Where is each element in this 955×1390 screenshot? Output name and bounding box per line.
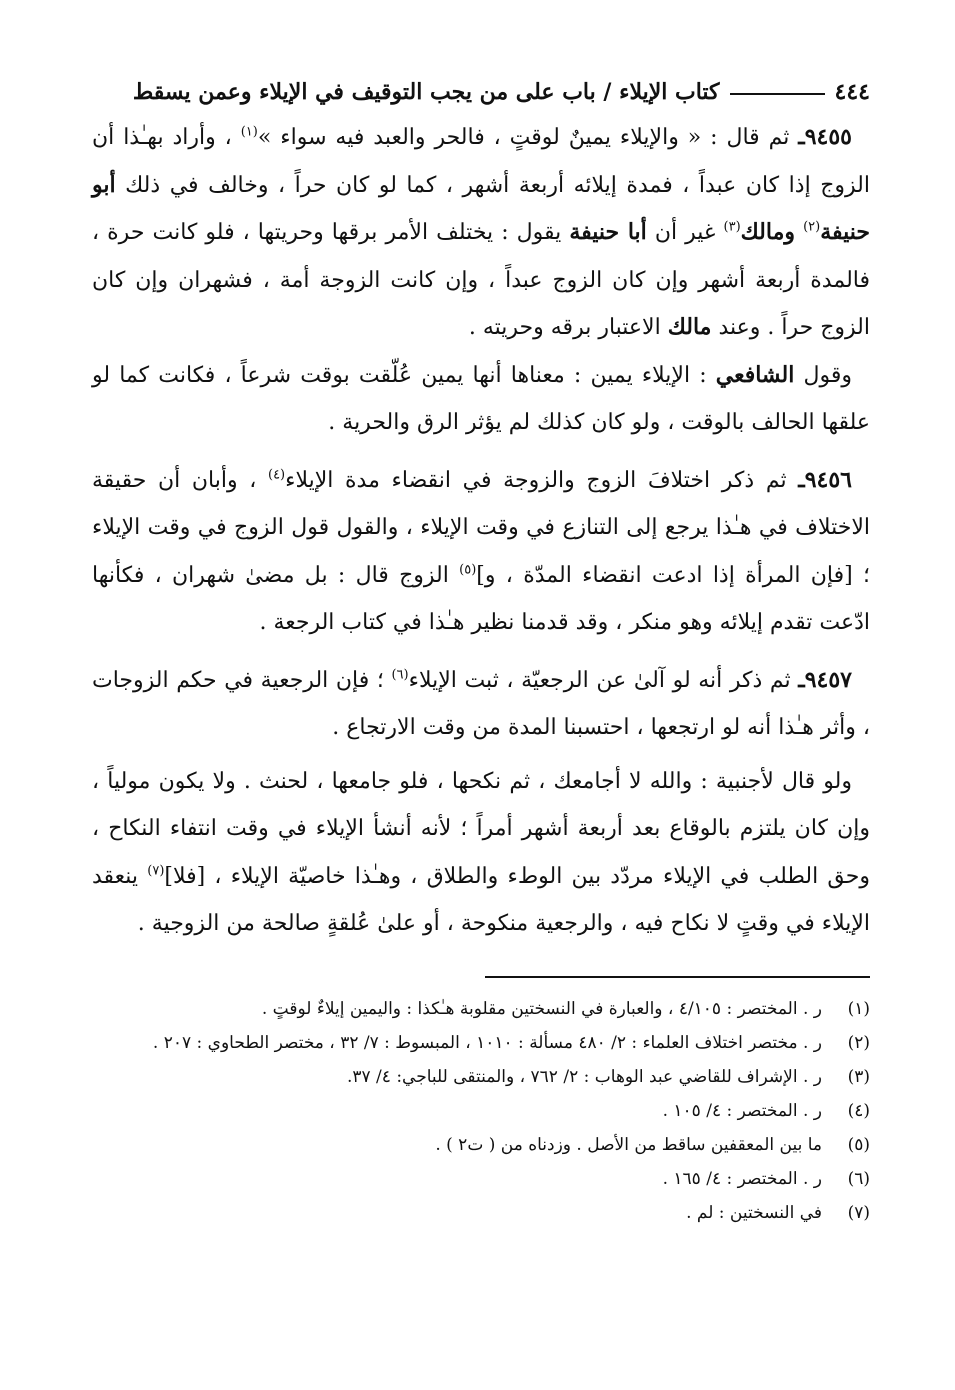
footnote-number: (٢): [847, 1032, 870, 1053]
scholar-name: أبو حنيفة: [92, 171, 871, 245]
footnote-number: (٥): [847, 1134, 870, 1155]
book-page: [92, 70, 870, 1370]
footnote-ref[interactable]: (٢): [803, 219, 821, 235]
scholar-name: الشافعي: [715, 361, 795, 388]
footnote-number: (٤): [847, 1100, 870, 1121]
page-number: ٤٤٤: [834, 79, 870, 105]
main-text: [92, 114, 870, 948]
text-run: يقول : يختلف الأمر برقها وحريتها ، فلو كانت حرة ، فالمدة أربعة أشهر وإن كان الزوج عبداً ، وإن كانت الزوجة أمة ، فشهران وإن كان الزوج حراً . وعند: [92, 220, 870, 340]
header-title: كتاب الإيلاء / باب على من يجب التوقيف في الإيلاء وعمن يسقط: [132, 79, 720, 105]
paragraph-9457: [92, 657, 870, 752]
paragraph-number: ٩٤٥٥ـ: [798, 124, 852, 150]
footnote-ref[interactable]: (٧): [147, 863, 165, 879]
footnote-number: (٧): [847, 1202, 870, 1223]
footnote-number: (١): [847, 998, 870, 1019]
text-run: ، وأراد بهـٰذا أن الزوج إذا كان عبداً ، فمدة إيلائه أربعة أشهر ، كما لو كان حراً ، وخالف في ذلك: [92, 125, 870, 198]
text-run: ولو قال لأجنبية : والله لا أجامعك ، ثم نكحها ، فلو جامعها ، لحنث . ولا يكون مولياً ، وإن كان يلتزم بالوقاع بعد أربعة أشهر أمراً ؛ لأنه أنشأ الإيلاء في وقت انتفاء النكاح ، وحق الطلب في الإيلاء مردّد بين الوطء والطلاق ، وهـٰذا خاصيّة الإيلاء ، [فلا]: [92, 768, 871, 889]
footnote: [92, 1128, 870, 1162]
footnote-separator: [485, 976, 870, 978]
text-run: ثم ذكر اختلافَ الزوج والزوجة في انقضاء مدة الإيلاء: [285, 467, 799, 493]
footnote: [92, 1196, 870, 1230]
text-run: ، وأبان أن حقيقة الاختلاف في هـٰذا يرجع إلى التنازع في وقت الإيلاء ، والقول قول الزوج في وقت الإيلاء ؛ [فإن المرأة إذا ادعت انقضاء المدّة ، و]: [92, 467, 870, 588]
scholar-name: مالك: [667, 314, 712, 340]
footnote-number: (٦): [847, 1168, 870, 1189]
footnote-ref[interactable]: (٤): [267, 467, 286, 483]
footnote: [92, 1094, 870, 1128]
footnote-text: ر . مختصر اختلاف العلماء : ٢/ ٤٨٠ مسألة : ١٠١٠ ، المبسوط : ٧/ ٣٢ ، مختصر الطحاوي : ٢٠٧ .: [152, 1032, 822, 1053]
footnote: [92, 1060, 870, 1094]
text-run: [795, 220, 803, 245]
paragraph-number: ٩٤٥٦ـ: [798, 466, 852, 493]
footnote-text: ما بين المعقفين ساقط من الأصل . وزدناه من ( ت٢ ) .: [435, 1134, 822, 1155]
footnote: [92, 1162, 870, 1196]
footnote-ref[interactable]: (٦): [391, 667, 409, 683]
footnote-text: ر . المختصر : ٤/١٠٥ ، والعبارة في النسختين مقلوبة هـٰكذا : واليمين إيلاءٌ لوقتٍ .: [261, 998, 822, 1019]
footnote-text: ر . المختصر : ٤/ ١٠٥ .: [662, 1100, 822, 1121]
text-run: ؛ فإن الرجعية في حكم الزوجات ، وأثر هـٰذا أنه لو ارتجعها ، احتسبنا المدة من وقت الارتجاع .: [92, 667, 870, 740]
paragraph-9456: [92, 457, 870, 647]
text-run: الاعتبار برقه وحريته .: [468, 315, 668, 340]
footnote-number: (٣): [847, 1066, 870, 1087]
text-run: ثم ذكر أنه لو آلىٰ عن الرجعيّة ، ثبت الإيلاء: [408, 667, 799, 693]
footnote-text: ر . الإشراف للقاضي عبد الوهاب : ٢/ ٧٦٢ ، والمنتقى للباجي: ٤/ ٣٧.: [346, 1066, 822, 1087]
footnote-ref[interactable]: (٥): [459, 562, 477, 578]
scholar-name: ومالك: [740, 219, 795, 245]
text-run: وقول: [794, 362, 853, 388]
running-header: [92, 70, 870, 114]
paragraph-foreign-woman: [92, 758, 870, 948]
scholar-name: أبا حنيفة: [569, 219, 647, 245]
header-rule: [730, 93, 825, 95]
footnote-text: في النسختين : لم .: [686, 1202, 822, 1223]
paragraph-9455: [92, 114, 870, 352]
text-run: : الإيلاء يمين : معناها أنها يمين عُلّقت بوقت شرعاً ، فكانت كما لو علقها الحالف بالوقت ، ولو كان كذلك لم يؤثر الرق والحرية .: [92, 362, 870, 435]
footnote: [92, 1026, 870, 1060]
footnotes: [92, 992, 870, 1230]
text-run: الزوج قال : بل مضىٰ شهران ، فكأنها ادّعت تقدم إيلائه وهو منكر ، وقد قدمنا نظير هـٰذا في كتاب الرجعة .: [92, 562, 870, 635]
footnote-ref[interactable]: (١): [240, 124, 258, 140]
footnote-ref[interactable]: (٣): [723, 219, 741, 235]
text-run: ثم قال : « والإيلاء يمينٌ لوقتٍ ، فالحر والعبد فيه سواء »: [257, 125, 799, 150]
footnote-text: ر . المختصر : ٤/ ١٦٥ .: [662, 1168, 822, 1189]
text-run: ينعقد الإيلاء في وقتٍ لا نكاح فيه ، والرجعية منكوحة ، أو علىٰ عُلقةٍ صالحة من الزوجية .: [92, 863, 870, 936]
footnote: [92, 992, 870, 1026]
paragraph-shafii: [92, 352, 870, 447]
text-run: غير أن: [646, 220, 724, 245]
paragraph-number: ٩٤٥٧ـ: [798, 666, 852, 693]
